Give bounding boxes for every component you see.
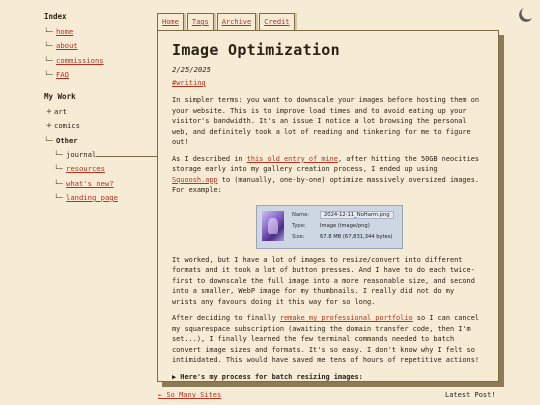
sidebar-item-label[interactable]: commissions: [56, 55, 104, 65]
sidebar-item-home[interactable]: └─ home: [44, 27, 74, 36]
sidebar-item-faq[interactable]: └─ FAQ: [44, 69, 69, 79]
sidebar-item-landing-page[interactable]: └─ landing page: [54, 192, 118, 202]
text-segment: After deciding to finally: [172, 314, 280, 322]
sidebar: [44, 12, 164, 215]
post-paragraph: It worked, but I have a lot of images to resize/convert into different formats and it took a lot of button presses. And I have to do each twice-first to downscale the full image into a more reasonable size, and second into a smaller, WebP image for my thumbnails. I really did not do my wrists any favours doing it this way for so long.: [172, 255, 475, 306]
post-paragraph: [172, 313, 482, 366]
previous-post-link[interactable]: ← So Many Sites: [158, 391, 222, 399]
old-entry-link[interactable]: this old entry of mine: [246, 154, 338, 163]
squoosh-link[interactable]: Squoosh.app: [172, 175, 218, 184]
sidebar-item-commissions[interactable]: └─ commissions: [44, 55, 104, 65]
post-tag-link[interactable]: #writing: [172, 79, 206, 87]
sidebar-item-label[interactable]: journal: [66, 150, 97, 160]
current-page-connector: [96, 156, 158, 157]
mywork-heading: My Work: [44, 92, 76, 102]
index-list: [44, 25, 164, 82]
portfolio-link[interactable]: remake my professional portfolio: [279, 314, 413, 322]
file-name-label: Name:: [292, 211, 310, 218]
sidebar-item-label[interactable]: FAQ: [56, 69, 69, 79]
tab-home[interactable]: Home: [157, 13, 184, 30]
text-segment: so I can cancel my squarespace subscription (awaiting the domain transfer code, then I'm set...), I finally learned the few terminal commands needed to batch convert image sizes and formats. It's so easy. I don't know why I felt so intimidated. This would have saved me tens of hours of repetitive actions!: [172, 314, 480, 364]
post-paragraph: [172, 154, 482, 196]
sidebar-folder-art[interactable]: [44, 105, 164, 119]
sidebar-item-resources[interactable]: └─ resources: [54, 164, 105, 174]
text-segment: , after hitting the 50GB neocities storage early into my gallery creation process, I ended up using: [172, 154, 480, 173]
next-post-label: Latest Post!: [445, 391, 496, 399]
file-type-label: Type:: [292, 222, 306, 229]
index-heading: Index: [44, 12, 67, 21]
sidebar-item-whats-new[interactable]: └─ what's new?: [54, 178, 114, 188]
sidebar-folder-comics[interactable]: [44, 119, 164, 133]
moon-icon[interactable]: [516, 6, 534, 24]
file-name-value: 2024-12-11_NoHarm.png: [320, 211, 394, 219]
sidebar-item-label[interactable]: comics: [54, 121, 80, 131]
sidebar-item-about[interactable]: └─ about: [44, 41, 78, 51]
sidebar-item-label[interactable]: about: [56, 41, 78, 51]
sidebar-item-label[interactable]: Other: [56, 135, 78, 145]
tab-credit[interactable]: Credit: [259, 13, 294, 30]
post-card: [157, 30, 499, 382]
sidebar-folder-other[interactable]: └─ Other: [44, 135, 78, 145]
text-segment: As I described in: [172, 154, 247, 163]
tab-archive[interactable]: Archive: [217, 13, 257, 30]
sidebar-item-label[interactable]: landing page: [66, 192, 118, 202]
expand-plus-icon[interactable]: +: [46, 121, 52, 132]
batch-resize-details-toggle[interactable]: ▶ Here's my process for batch resizing images:: [172, 372, 363, 381]
post-paragraph: In simpler terms: you want to downscale your images before hosting them on your website. This is to improve load times and to avoid eating up your visitor's bandwidth. It's an issue I notice a lot browsing the personal web, and definitely took a lot of reading and tinkering for me to figure out!: [172, 96, 479, 146]
file-size-label: Size:: [292, 233, 305, 240]
sidebar-item-label[interactable]: what's new?: [66, 178, 114, 188]
sidebar-item-journal[interactable]: └─ journal: [54, 150, 97, 160]
text-segment: to (manually, one-by-one) optimize massively oversized images. For example:: [172, 175, 479, 194]
file-size-value: 67.8 MB (67,831,344 bytes): [320, 233, 393, 240]
file-info-screenshot: [256, 205, 403, 249]
post-title: Image Optimization: [172, 41, 340, 59]
tab-tags[interactable]: Tags: [187, 13, 214, 30]
image-thumbnail: [262, 211, 284, 241]
sidebar-item-label[interactable]: home: [56, 27, 74, 36]
post-date: 2/25/2025: [172, 65, 211, 74]
tab-bar: [157, 13, 295, 30]
expand-plus-icon[interactable]: +: [46, 107, 52, 118]
sidebar-item-label[interactable]: art: [54, 107, 67, 117]
file-type-value: Image (image/png): [320, 222, 370, 229]
sidebar-item-label[interactable]: resources: [66, 164, 105, 174]
